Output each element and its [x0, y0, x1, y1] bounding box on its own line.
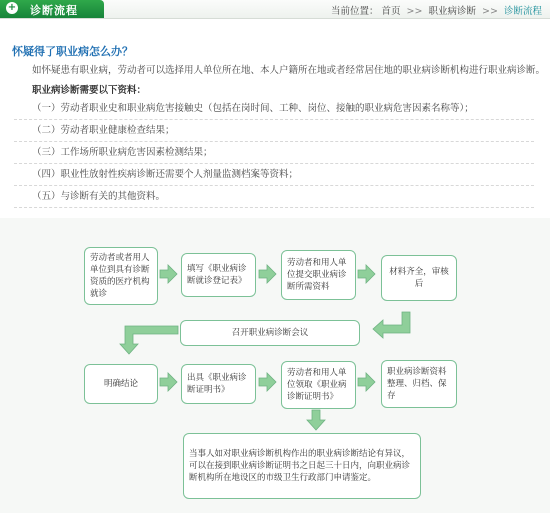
requirement-item: （五）与诊断有关的其他资料。 [14, 186, 534, 208]
section-tab-label: 诊断流程 [30, 4, 78, 17]
elbow-arrow-icon [120, 326, 178, 354]
requirement-item: （一）劳动者职业史和职业病危害接触史（包括在岗时间、工种、岗位、接触的职业病危害因素名称等）； [14, 98, 534, 120]
requirement-item: （三）工作场所职业病危害因素检测结果； [14, 142, 534, 164]
flow-step-appeal: 当事人如对职业病诊断机构作出的职业病诊断结论有异议，可以在接到职业病诊断证明书之日起三十日内，向职业病诊断机构所在地设区的市级卫生行政部门申请鉴定。 [183, 433, 421, 499]
breadcrumb-home-link[interactable]: 首页 [381, 6, 401, 17]
arrow-right-icon [358, 265, 375, 283]
flow-step-receive-certificate: 劳动者和用人单位领取《职业病诊断证明书》 [281, 361, 356, 409]
breadcrumb-current: 诊断流程 [503, 6, 542, 17]
arrow-right-icon [259, 265, 276, 283]
requirements-title: 职业病诊断需要以下资料： [32, 85, 147, 96]
flow-step-conclusion: 明确结论 [84, 364, 158, 404]
elbow-arrow-icon [373, 312, 410, 338]
flow-step-diagnosis-meeting: 召开职业病诊断会议 [180, 320, 360, 346]
intro-paragraph: 如怀疑患有职业病，劳动者可以选择用人单位所在地、本人户籍所在地或者经常居住地的职业病诊断机构进行职业病诊断。 [32, 65, 546, 76]
flow-step-archive: 职业病诊断资料整理、归档、保存 [381, 360, 457, 408]
flow-step-issue-certificate: 出具《职业病诊断证明书》 [181, 364, 256, 404]
requirement-item: （四）职业性放射性疾病诊断还需要个人剂量监测档案等资料； [14, 164, 534, 186]
arrow-right-icon [160, 265, 177, 283]
arrow-right-icon [160, 373, 177, 391]
plus-circle-icon: + [7, 2, 17, 13]
flow-step-review: 材料齐全，审核后 [381, 255, 457, 301]
flow-step-visit-clinic: 劳动者或者用人单位到具有诊断资质的医疗机构就诊 [84, 247, 158, 305]
flow-step-fill-registration: 填写《职业病诊断就诊登记表》 [181, 253, 256, 297]
breadcrumb-separator: >> [406, 6, 423, 17]
breadcrumb-separator: >> [482, 6, 498, 17]
flow-step-submit-materials: 劳动者和用人单位提交职业病诊断所需资料 [281, 250, 356, 300]
arrow-right-icon [259, 373, 276, 391]
arrow-down-icon [307, 410, 325, 430]
requirement-item: （二）劳动者职业健康检查结果； [14, 120, 534, 142]
breadcrumb-prefix: 当前位置： [330, 6, 379, 17]
breadcrumb-diagnosis-link[interactable]: 职业病诊断 [428, 6, 476, 17]
arrow-right-icon [358, 373, 375, 391]
question-title: 怀疑得了职业病怎么办？ [12, 45, 133, 58]
